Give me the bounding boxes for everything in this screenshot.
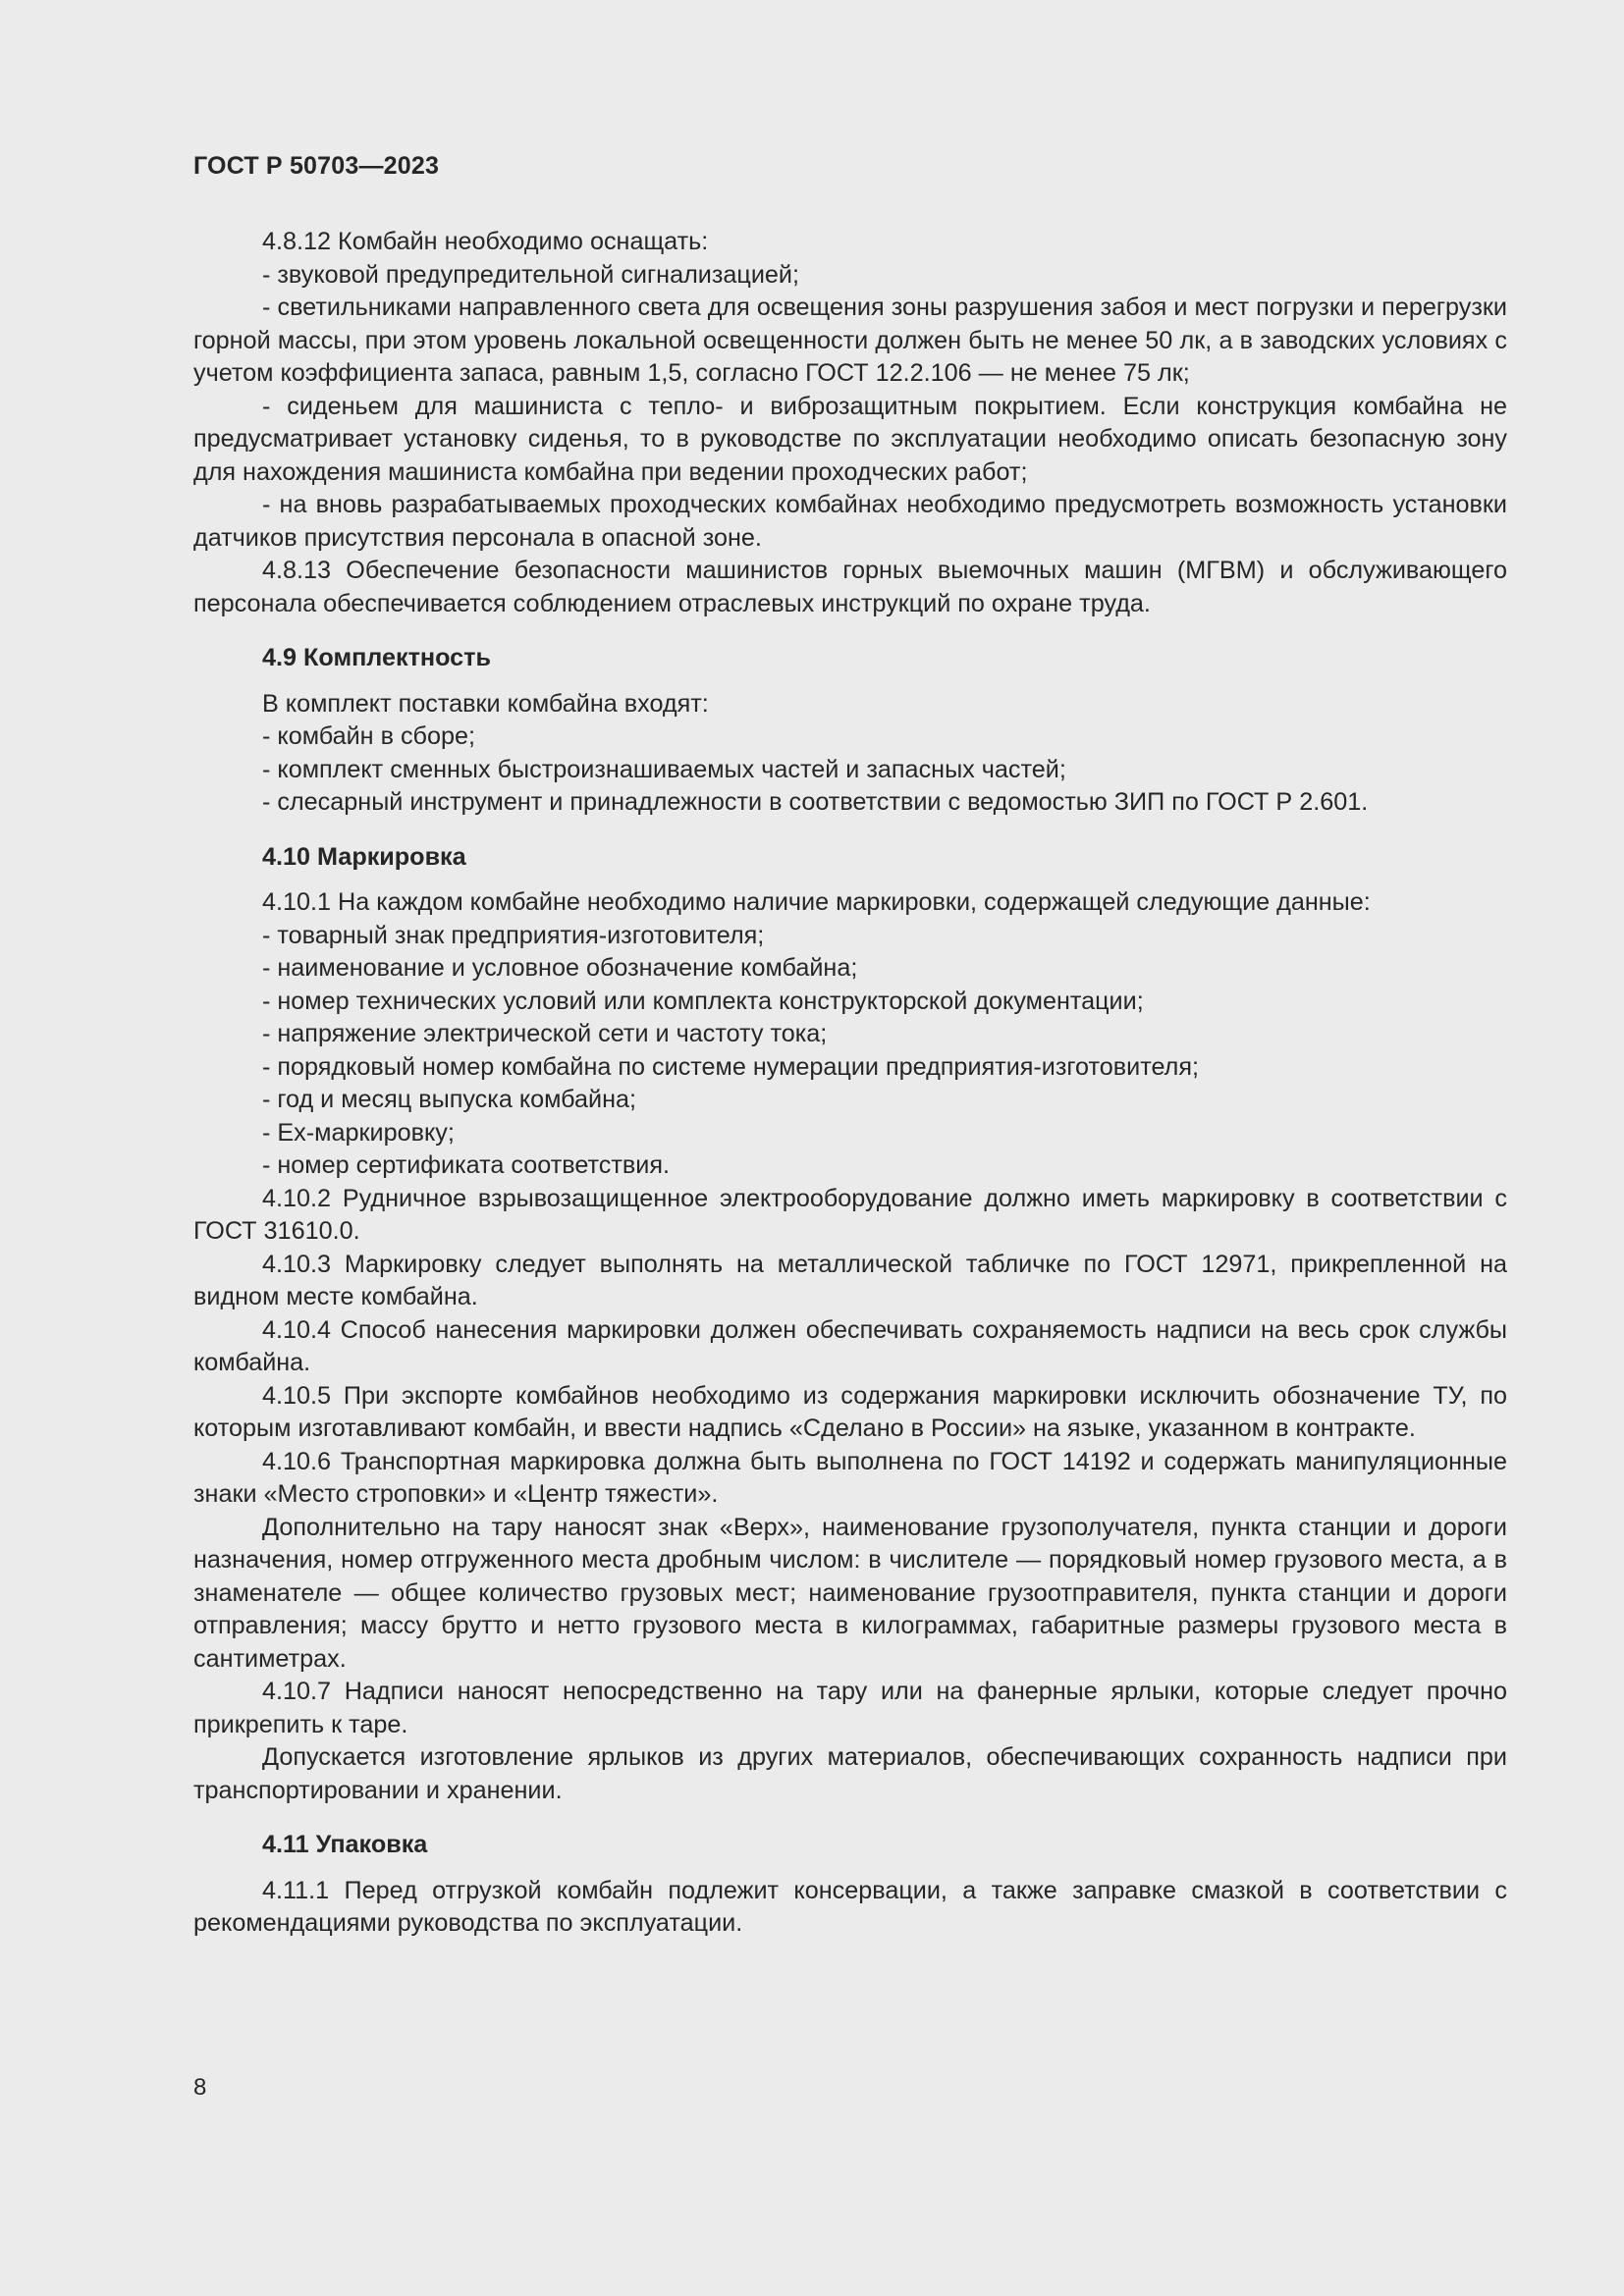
paragraph-4-10-3: 4.10.3 Маркировку следует выполнять на металлической табличке по ГОСТ 12971, прикрепленной на видном месте комбайна. xyxy=(193,1250,1507,1310)
list-item: - слесарный инструмент и принадлежности в соответствии с ведомостью ЗИП по ГОСТ Р 2.601. xyxy=(262,788,1369,816)
list-item: - Ех-маркировку; xyxy=(262,1118,455,1147)
list-item: - порядковый номер комбайна по системе нумерации предприятия-изготовителя; xyxy=(262,1052,1199,1081)
paragraph: Допускается изготовление ярлыков из других материалов, обеспечивающих сохранность надписи при транспортировании и хранении. xyxy=(193,1743,1507,1804)
list-item: - товарный знак предприятия-изготовителя; xyxy=(262,921,765,949)
list-item: - наименование и условное обозначение комбайна; xyxy=(262,954,858,982)
list-item: - номер технических условий или комплекта конструкторской документации; xyxy=(262,987,1144,1015)
paragraph-4-8-12: 4.8.12 Комбайн необходимо оснащать: xyxy=(262,228,709,255)
list-item: - напряжение электрической сети и частоту тока; xyxy=(262,1020,828,1047)
section-heading-4-9: 4.9 Комплектность xyxy=(262,644,491,671)
paragraph-4-10-4: 4.10.4 Способ нанесения маркировки должен обеспечивать сохраняемость надписи на весь срок службы комбайна. xyxy=(193,1315,1507,1376)
paragraph-4-11-1: 4.11.1 Перед отгрузкой комбайн подлежит консервации, а также заправке смазкой в соответствии с рекомендациями руководства по эксплуатации. xyxy=(193,1876,1507,1937)
paragraph-4-8-13: 4.8.13 Обеспечение безопасности машинистов горных выемочных машин (МГВМ) и обслуживающего персонала обеспечивается соблюдением отраслевых инструкций по охране труда. xyxy=(193,557,1507,617)
section-heading-4-11: 4.11 Упаковка xyxy=(262,1831,428,1858)
list-item: - звуковой предупредительной сигнализацией; xyxy=(262,260,799,289)
paragraph: - сиденьем для машиниста с тепло- и виброзащитным покрытием. Если конструкция комбайна не предусматривает установку сиденья, то в руководстве по эксплуатации необходимо описать безопасную зону для нахождения машиниста комбайна при ведении проходческих работ; xyxy=(193,392,1507,486)
paragraph: В комплект поставки комбайна входят: xyxy=(262,689,709,718)
document-header: ГОСТ Р 50703—2023 xyxy=(193,152,440,180)
page-number: 8 xyxy=(193,2074,207,2101)
paragraph: Дополнительно на тару наносят знак «Верх», наименование грузополучателя, пункта станции и дороги назначения, номер отгруженного места дробным числом: в числителе — порядковый номер грузового места, а в знаменателе — общее количество грузовых мест; наименование грузоотправителя, пункта станции и дороги отправления; массу брутто и нетто грузового места в килограммах, габаритные размеры грузового места в сантиметрах. xyxy=(193,1513,1507,1673)
paragraph: - светильниками направленного света для освещения зоны разрушения забоя и мест погрузки и перегрузки горной массы, при этом уровень локальной освещенности должен быть не менее 50 лк, а в заводских условиях с учетом коэффициента запаса, равным 1,5, согласно ГОСТ 12.2.106 — не менее 75 лк; xyxy=(193,294,1507,387)
list-item: - комбайн в сборе; xyxy=(262,722,475,750)
paragraph: - на вновь разрабатываемых проходческих комбайнах необходимо предусмотреть возможность установки датчиков присутствия персонала в опасной зоне. xyxy=(193,491,1507,552)
document-body xyxy=(193,226,1507,1941)
section-heading-4-10: 4.10 Маркировка xyxy=(262,842,466,871)
list-item: - номер сертификата соответствия. xyxy=(262,1151,670,1179)
paragraph-4-10-6: 4.10.6 Транспортная маркировка должна быть выполнена по ГОСТ 14192 и содержать манипуляционные знаки «Место строповки» и «Центр тяжести». xyxy=(193,1447,1507,1508)
paragraph-4-10-2: 4.10.2 Рудничное взрывозащищенное электрооборудование должно иметь маркировку в соответствии с ГОСТ 31610.0. xyxy=(193,1184,1507,1245)
paragraph-4-10-1: 4.10.1 На каждом комбайне необходимо наличие маркировки, содержащей следующие данные: xyxy=(262,888,1371,916)
list-item: - комплект сменных быстроизнашиваемых частей и запасных частей; xyxy=(262,755,1066,783)
list-item: - год и месяц выпуска комбайна; xyxy=(262,1086,637,1113)
paragraph-4-10-7: 4.10.7 Надписи наносят непосредственно на тару или на фанерные ярлыки, которые следует прочно прикрепить к таре. xyxy=(193,1678,1507,1738)
paragraph-4-10-5: 4.10.5 При экспорте комбайнов необходимо из содержания маркировки исключить обозначение ТУ, по которым изготавливают комбайн, и ввести надпись «Сделано в России» на языке, указанном в контракте. xyxy=(193,1381,1507,1442)
